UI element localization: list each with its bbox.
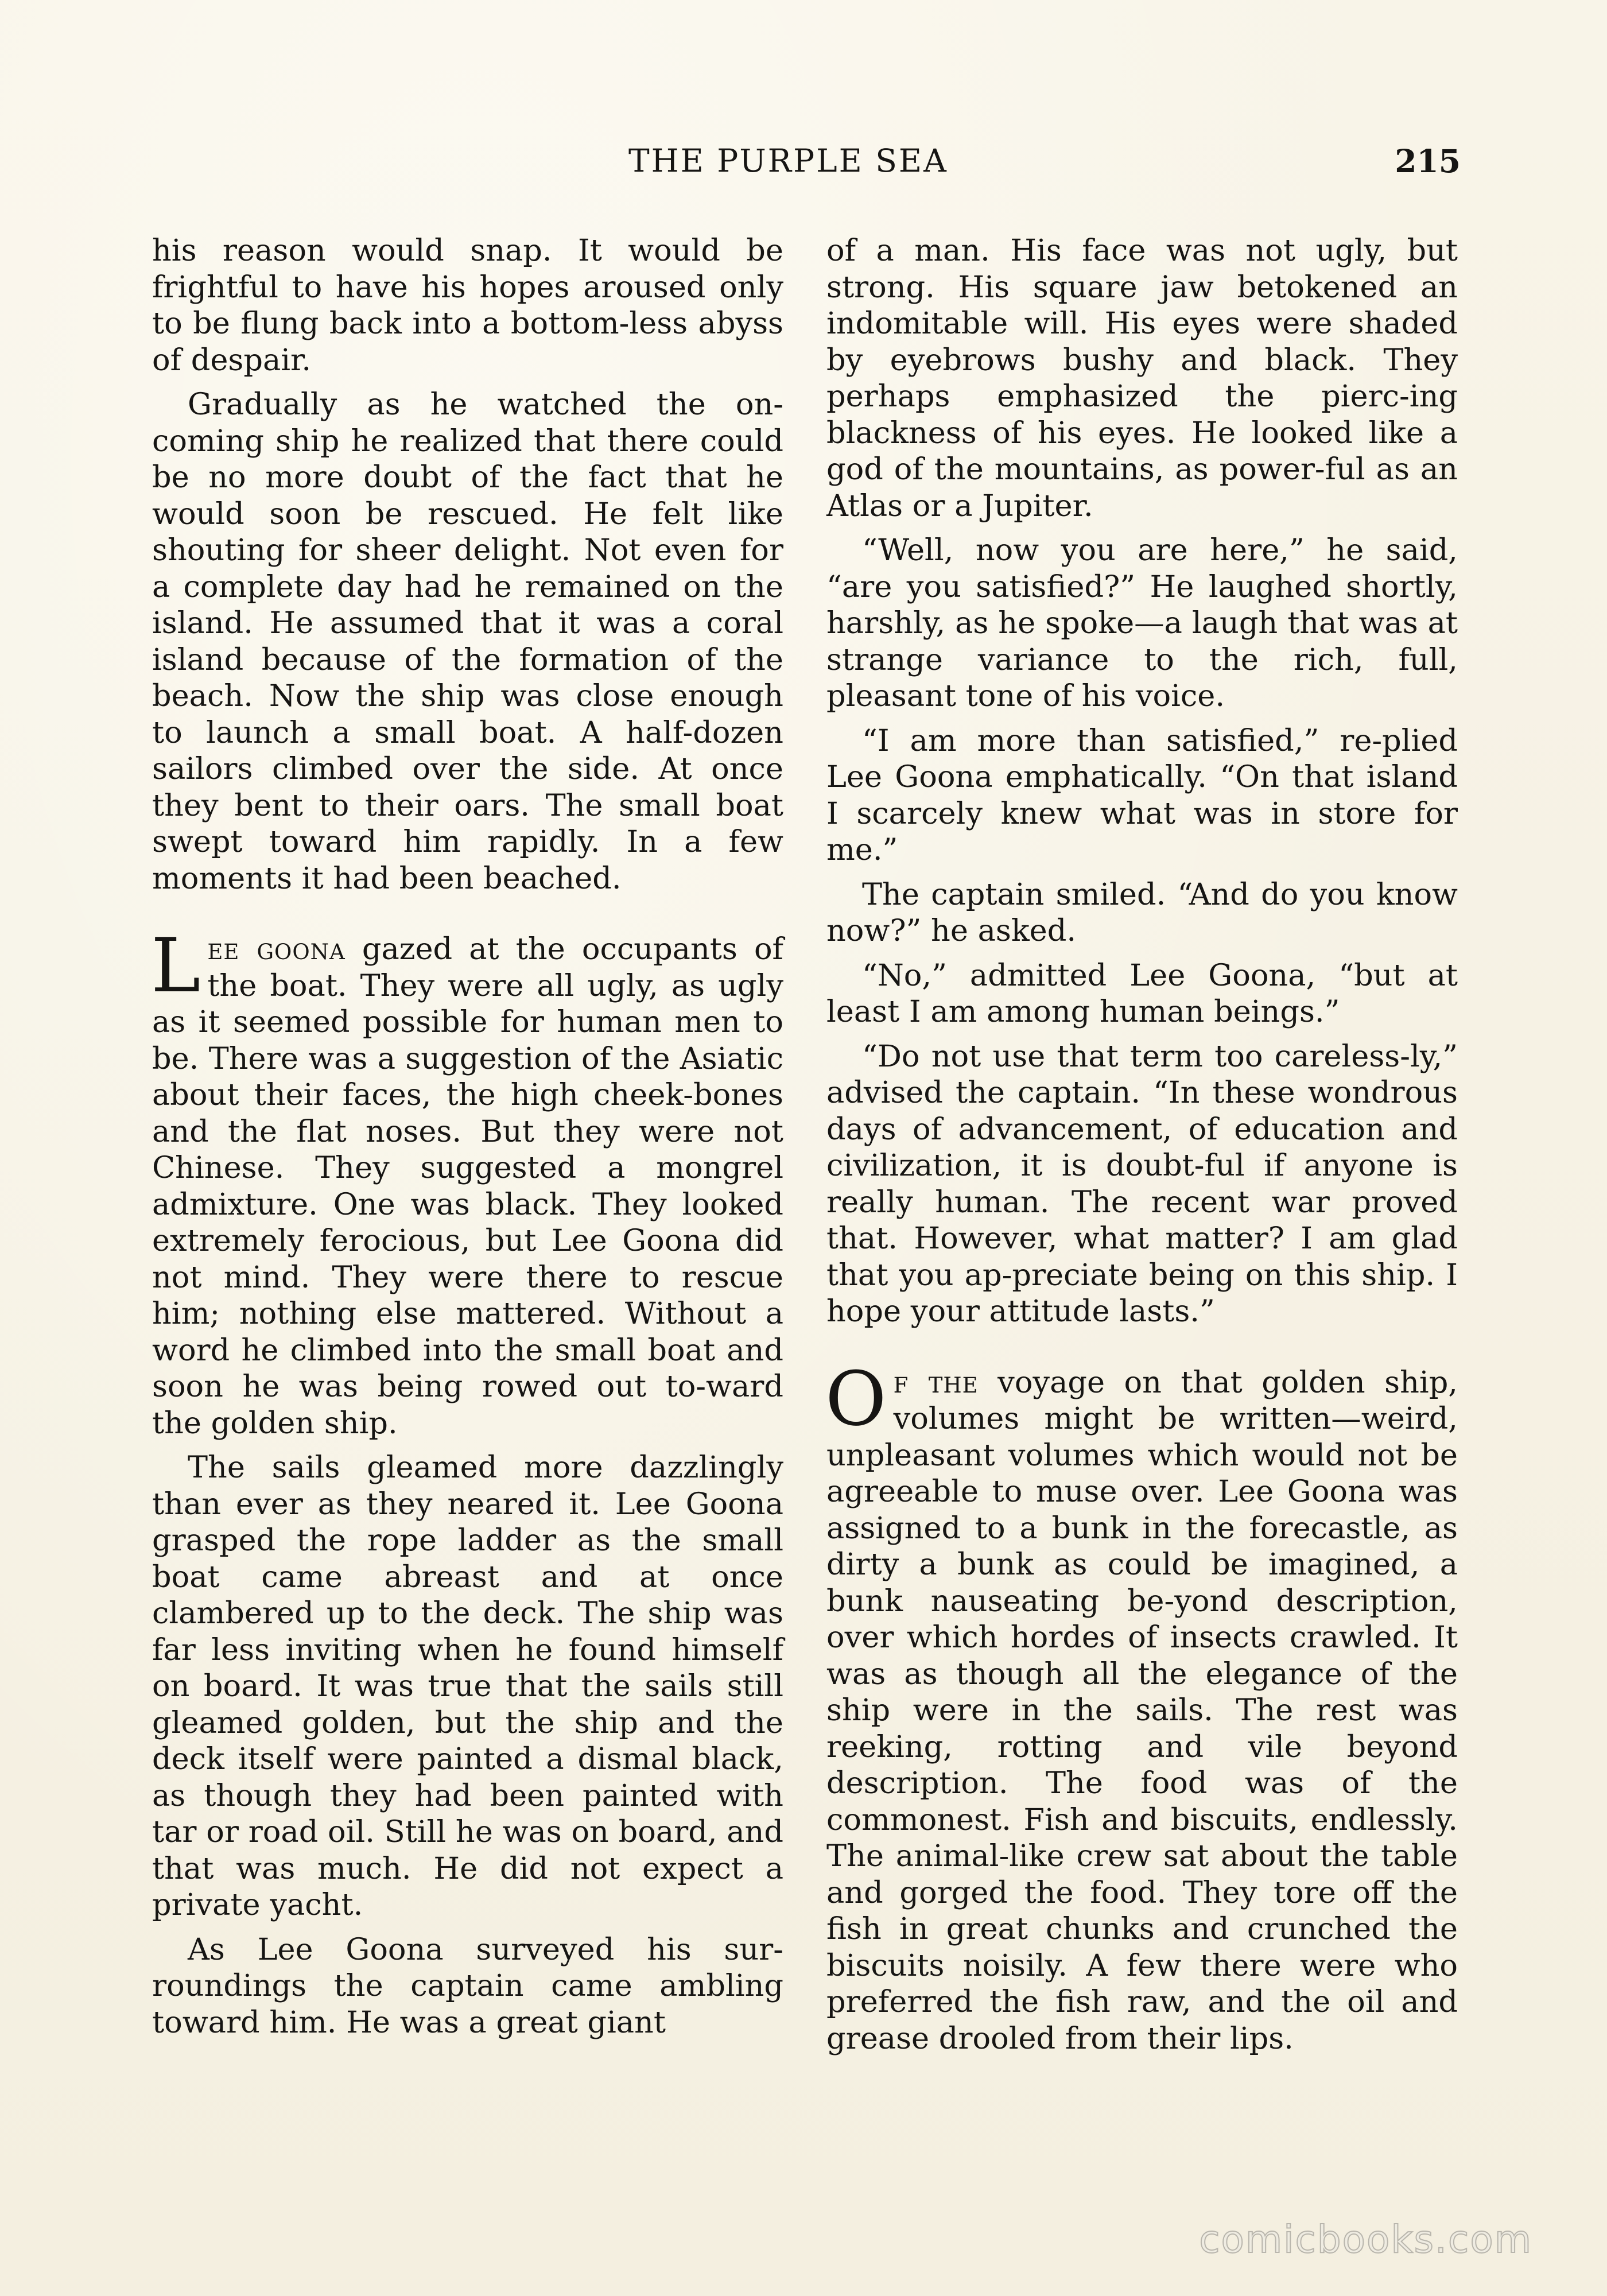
drop-cap: O	[825, 1355, 887, 1442]
paragraph: “No,” admitted Lee Goona, “but at least I am among human beings.”	[826, 957, 1458, 1029]
paragraph: his reason would snap. It would be frightful to have his hopes aroused only to be flung back into a bottom-less abyss of despair.	[152, 233, 783, 378]
site-watermark: comicbooks.com	[1199, 2217, 1532, 2262]
running-title: THE PURPLE SEA	[628, 142, 948, 179]
paragraph: The captain smiled. “And do you know now?” he asked.	[826, 876, 1458, 948]
section-start-paragraph	[151, 922, 783, 1441]
paragraph: Gradually as he watched the on-coming ship he realized that there could be no more doubt of the fact that he would soon be rescued. He felt like shouting for sheer delight. Not even for a complete day had he remained on the island. He assumed that it was a coral island because of the formation of the beach. Now the ship was close enough to launch a small boat. A half-dozen sailors climbed over the side. At once they bent to their oars. The small boat swept toward him rapidly. In a few moments it had been beached.	[152, 387, 783, 896]
section-start-paragraph	[825, 1355, 1458, 2057]
page-header	[628, 142, 1461, 188]
paragraph-text: voyage on that golden ship, volumes might be written—weird, unpleasant volumes which would not be agreeable to muse over. Lee Goona was assigned to a bunk in the forecastle, as dirty a bunk as could be imagined, a bunk nauseating be-yond description, over which hordes of insects crawled. It was as though all the elegance of the ship were in the sails. The rest was reeking, rotting and vile beyond description. The food was of the commonest. Fish and biscuits, endlessly. The animal-like crew sat about the table and gorged the food. They tore off the fish in great chunks and crunched the biscuits noisily. A few there were who preferred the fish raw, and the oil and grease drooled from their lips.	[826, 1364, 1458, 2056]
paragraph: of a man. His face was not ugly, but strong. His square jaw betokened an indomitable will. His eyes were shaded by eyebrows bushy and black. They perhaps emphasized the pierc-ing blackness of his eyes. He looked like a god of the mountains, as power-ful as an Atlas or a Jupiter.	[826, 233, 1458, 523]
paragraph: “I am more than satisfied,” re-plied Lee Goona emphatically. “On that island I scarcely knew what was in store for me.”	[826, 723, 1458, 867]
paragraph: “Do not use that term too careless-ly,” advised the captain. “In these wondrous days of advancement, of education and civilization, it is doubt-ful if anyone is really human. The recent war proved that. However, what matter? I am glad that you ap-preciate being on this ship. I hope your attitude lasts.”	[826, 1038, 1458, 1329]
paragraph: As Lee Goona surveyed his sur-roundings the captain came ambling toward him. He was a great giant	[152, 1932, 783, 2040]
drop-cap: L	[151, 922, 201, 1009]
right-column	[826, 232, 1458, 2065]
paragraph: “Well, now you are here,” he said, “are you satisfied?” He laughed shortly, harshly, as he spoke—a laugh that was at strange variance to the rich, full, pleasant tone of his voice.	[826, 533, 1458, 713]
paragraph: The sails gleamed more dazzlingly than ever as they neared it. Lee Goona grasped the rope ladder as the small boat came abreast and at once clambered up to the deck. The ship was far less inviting when he found himself on board. It was true that the sails still gleamed golden, but the ship and the deck itself were painted a dismal black, as though they had been painted with tar or road oil. Still he was on board, and that was much. He did not expect a private yacht.	[152, 1450, 783, 1922]
small-caps-lead: f the	[893, 1364, 979, 1400]
page-number: 215	[1395, 142, 1461, 180]
paragraph-text: gazed at the occupants of the boat. They were all ugly, as ugly as it seemed possible for human men to be. There was a suggestion of the Asiatic about their faces, the high cheek-bones and the flat noses. But they were not Chinese. They suggested a mongrel admixture. One was black. They looked extremely ferocious, but Lee Goona did not mind. They were there to rescue him; nothing else mattered. Without a word he climbed into the small boat and soon he was being rowed out to-ward the golden ship.	[152, 932, 783, 1441]
left-column	[152, 232, 783, 2049]
small-caps-lead: ee goona	[207, 932, 346, 967]
